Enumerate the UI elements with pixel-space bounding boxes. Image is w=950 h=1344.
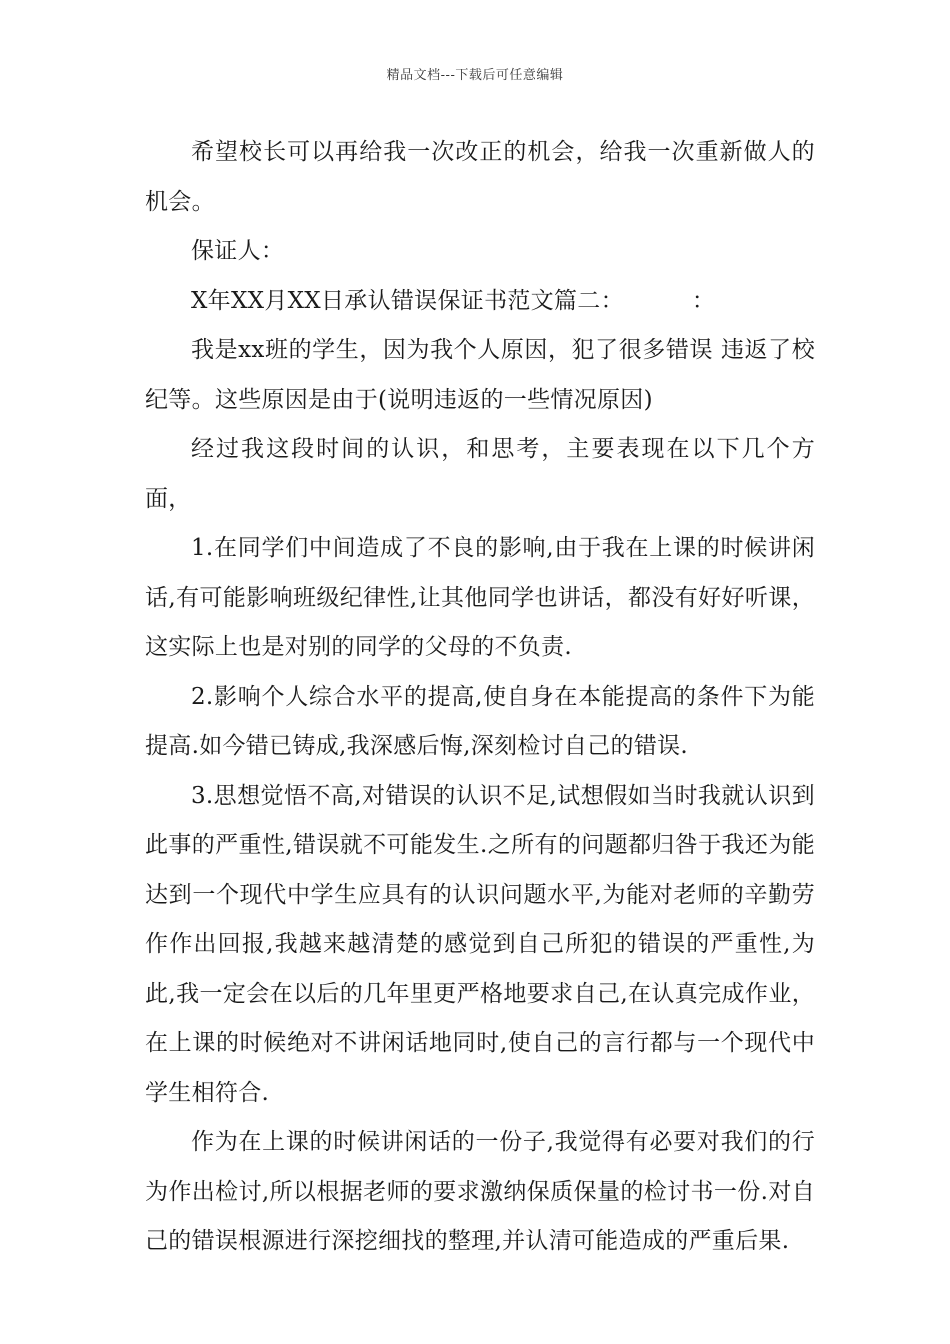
- document-body: [145, 128, 815, 1267]
- paragraph-conclusion: 作为在上课的时候讲闲话的一份子,我觉得有必要对我们的行为作出检讨,所以根据老师的要求激纳保质保量的检讨书一份.对自己的错误根源进行深挖细找的整理,并认清可能造成的严重后果.: [145, 1129, 815, 1254]
- paragraph-request: 希望校长可以再给我一次改正的机会，给我一次重新做人的机会。: [145, 139, 815, 215]
- page-header: 精品文档---下载后可任意编辑: [386, 68, 564, 83]
- paragraph-point-2: 2.影响个人综合水平的提高,使自身在本能提高的条件下为能提高.如今错已铸成,我深感后悔,深刻检讨自己的错误.: [145, 683, 815, 759]
- paragraph-guarantor: 保证人：: [191, 238, 285, 264]
- paragraph-point-3: 3.思想觉悟不高,对错误的认识不足,试想假如当时我就认识到此事的严重性,错误就不可能发生.之所有的问题都归咎于我还为能达到一个现代中学生应具有的认识问题水平,为能对老师的辛勤劳作作出回报,我越来越清楚的感觉到自己所犯的错误的严重性,为此,我一定会在以后的几年里更严格地要求自己,在认真完成作业，在上课的时候绝对不讲闲话地同时,使自己的言行都与一个现代中学生相符合.: [145, 782, 815, 1106]
- section-title-text: X年XX月XX日承认错误保证书范文篇二：: [191, 287, 624, 314]
- section-title-trailing: ：: [691, 287, 716, 314]
- paragraph-reflection: 经过我这段时间的认识，和思考，主要表现在以下几个方面，: [145, 436, 815, 512]
- paragraph-point-1: 1.在同学们中间造成了不良的影响,由于我在上课的时候讲闲话,有可能影响班级纪律性,让其他同学也讲话，都没有好好听课，这实际上也是对别的同学的父母的不负责.: [145, 535, 815, 660]
- paragraph-intro: 我是xx班的学生，因为我个人原因，犯了很多错误 违返了校纪等。这些原因是由于(说明违返的一些情况原因): [145, 337, 815, 413]
- section-title: [145, 277, 815, 327]
